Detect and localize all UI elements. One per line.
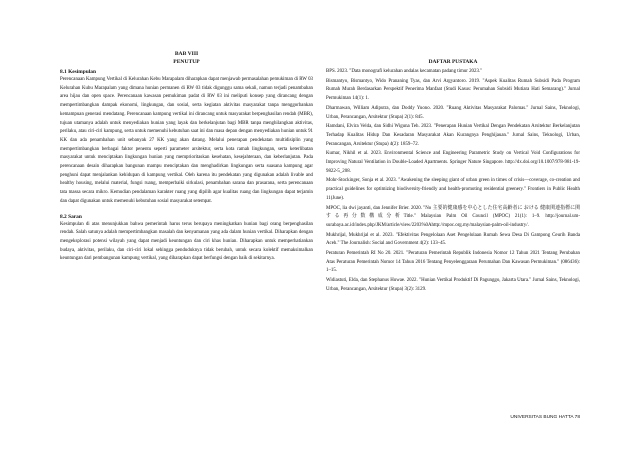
reference-item: Hamdani, Elvira Velda, dan Sidhi Wiguna Teh. 2023. "Penerapan Hunian Vertikal Dengan Pendekatan Arsitektur Berkelanjutan Terhadap Kualitas Hidup Dan Kesadaran Masyarakat Akan Kurangnya Penghijauan." Jurnal Sains, Teknologi, Urban, Perancangan, Arsitektur (Stupa) 4(2): 1859–72. <box>326 124 580 147</box>
reference-item: Peraturan Pemerintah RI No 20. 2021. "Peraturan Pemerintah Republik Indonesia Nomor 12 Tahun 2021 Tentang Perubahan Atas Peraturan Pemerintah Nomor 14 Tahun 2016 Tentang Penyelenggaraan Perumahan Dan Kawasan Permukiman." (086436): 1–15. <box>326 251 580 274</box>
chapter-number: BAB VIII <box>174 51 199 57</box>
reference-item: Widiastuti, Elda, dan Stephanus Huwae. 2022. "Hunian Vertikal Produktif Di Pagunggo, Jakarta Utara." Jurnal Sains, Teknologi, Urban, Perancangan, Arsitektur (Stupa) 3(2): 3129. <box>326 278 580 292</box>
reference-item: Mukhrijal, Mukhrijal et al. 2023. "Efektivitas Pengelolaan Aset Pengelolaan Rumah Sewa Desa Di Gampong Ceurih Banda Aceh." The Journalish: Social and Government 4(2): 133–45. <box>326 232 580 247</box>
section-heading-conclusion: 8.1 Kesimpulan <box>60 69 96 75</box>
reference-item: Dharmawan, William Adiputra, dan Doddy Yuono. 2020. "Ruang Aktivitas Masyarakat Palomas." Jurnal Sains, Teknologi, Urban, Perancangan, Arsitektur (Stupa) 2(1): 845. <box>326 105 580 120</box>
reference-item: Mohr-Stockinger, Sonja et al. 2023. "Awakening the sleeping giant of urban green in times of crisis—coverage, co-creation and practical guidelines for optimizing biodiversity-friendly and health-promoting residential greenery." Frontiers in Public Health 11(June). <box>326 178 580 201</box>
reference-item: Kumar, Nikhil et al. 2023. Environmental Science and Engineering Parametric Study on Vertical Void Configurations for Improving Natural Ventilation in Double-Loaded Apartments. Springer Nature Singapore. http://dx.doi.org/10.1007/978-981-19-9822-5_208. <box>326 151 580 174</box>
chapter-title: PENUTUP <box>173 59 200 65</box>
references-heading: DAFTAR PUSTAKA <box>428 59 478 65</box>
left-column <box>60 50 313 264</box>
suggestion-paragraph: Kesimpulan di atas menunjukkan bahwa pemerintah harus terus berupaya meningkatkan hunian bagi orang berpenghasilan rendah. Salah satunya adalah mempertimbangkan masalah dan kenyamanan yang ada dalam hunian vertikal. Diharapkan dengan mengeksplorasi potensi wilayah yang dapat menjadi keuntungan dan ciri khas hunian. Diharapkan untuk memperhatiankan budaya, aktivitas, perilaku, dan ciri-ciri lokal sehingga penduduknya tidak berubah, untuk secara kolektif memaksimalkan keuntungan dari pembangunan kampung vertikal, yang diharapkan dapat berfungsi dengan baik di sekitarnya. <box>60 221 313 262</box>
conclusion-paragraph: Perencanaan Kampung Vertikal di Kelurahan Kebu Marapalam diharapkan dapat menjawab permasalahan pemukiman di RW 03 Kelurahan Kubu Marapalam yang dimana hunian permanen di RW 03 tidak digunggu sama sekali, namun terjadi penambahan area hijau dan open space. Perencanaan kawasan pemukiman padat di RW 03 ini meliputi konsep yang dirancang dengan mempertimbangkan dampak ekonomi, lingkungan, dan sosial, serta kegiatan aktivitas masyarakat tanpa menggorbankan kemampuan generasi mendatang. Perencanaan kampung vertikal ini dirancang untuk masyarakat berpenghasilan rendah (MBR), tujuan utamanya adalah untuk menyediakan hunian yang layak dan berkelanjutan bagi MBR tanpa menghilangkan aktivitas, perilaku, atau ciri-ciri kampung, serta untuk memenuhi kebutuhan saat ini dan masa depan dengan menyediakan hunian untuk 91 KK dan ada penambahan unit sebanyak 27 KK yang akan datang. Melalui penerapan pendekatan multidisiplin yang mempertimbangkan berbagai faktor penentu seperti parameter arsitektur, serta kota ramah lingkungan, serta keterlibatan masyarakat untuk menciptakan lingkungan hunian yang memprioritaskan kesehatan, kesejahteraan, dan keberlanjutan. Pada perencanaan desain diharapkan bangunan mampu menciptakan dan menghadirkan lingkungan serta suasana kampung agar penghuni dapat menjalankan kehidupan di kampung vertikal. Oleh karena itu pendekatan yang digunakan adalah livable and healthy housing, melalui material, fungsi ruang, memperbaiki sirkulasi, penambahan sarana dan prasarana, serta perencanaan tata massa secara mikro. Kemudian pendalaman karakter ruang yang dipilih agar kualitas ruang dan lingkungan dapat terjamin dan dapat digunakan untuk memenuhi kebutuhan sosial masyarakat setempat. <box>60 77 313 204</box>
page-footer: UNIVERSITAS BUNG HATTA 78 <box>510 415 580 420</box>
reference-item: BPS. 2023. "Data monografi kelurahan andalas kecamatan padang timur 2023." <box>326 69 483 74</box>
right-column <box>326 50 580 296</box>
section-heading-suggestion: 8.2 Saran <box>60 213 82 220</box>
reference-item: Bismantyo, Bismantyo, Wido Prananing Tyas, dan Arvi Argyantoro. 2019. "Aspek Kualitas Rumah Subsidi Pada Program Rumah Murah Berdasarkan Perspektif Penerima Manfaat (Studi Kasus: Perumahan Subsidi Mutiara Hati Semarang)." Jurnal Permukiman 14(1): 1. <box>326 78 580 102</box>
reference-item: MPOC, lia dwi jayanti, dan Jennifer Brier. 2020. "No 主要的健康感を中心とした住宅高齢者に おける 健康関連指標に関する再分数構成分析Title." Malaysian Palm Oil Council (MPOC) 21(1): 1–9. http://journal.um-surabaya.ac.id/index.php/JKM/article/view/2203%0Ahttp://mpoc.org.my/malaysian-palm-oil-industry/. <box>326 205 580 228</box>
